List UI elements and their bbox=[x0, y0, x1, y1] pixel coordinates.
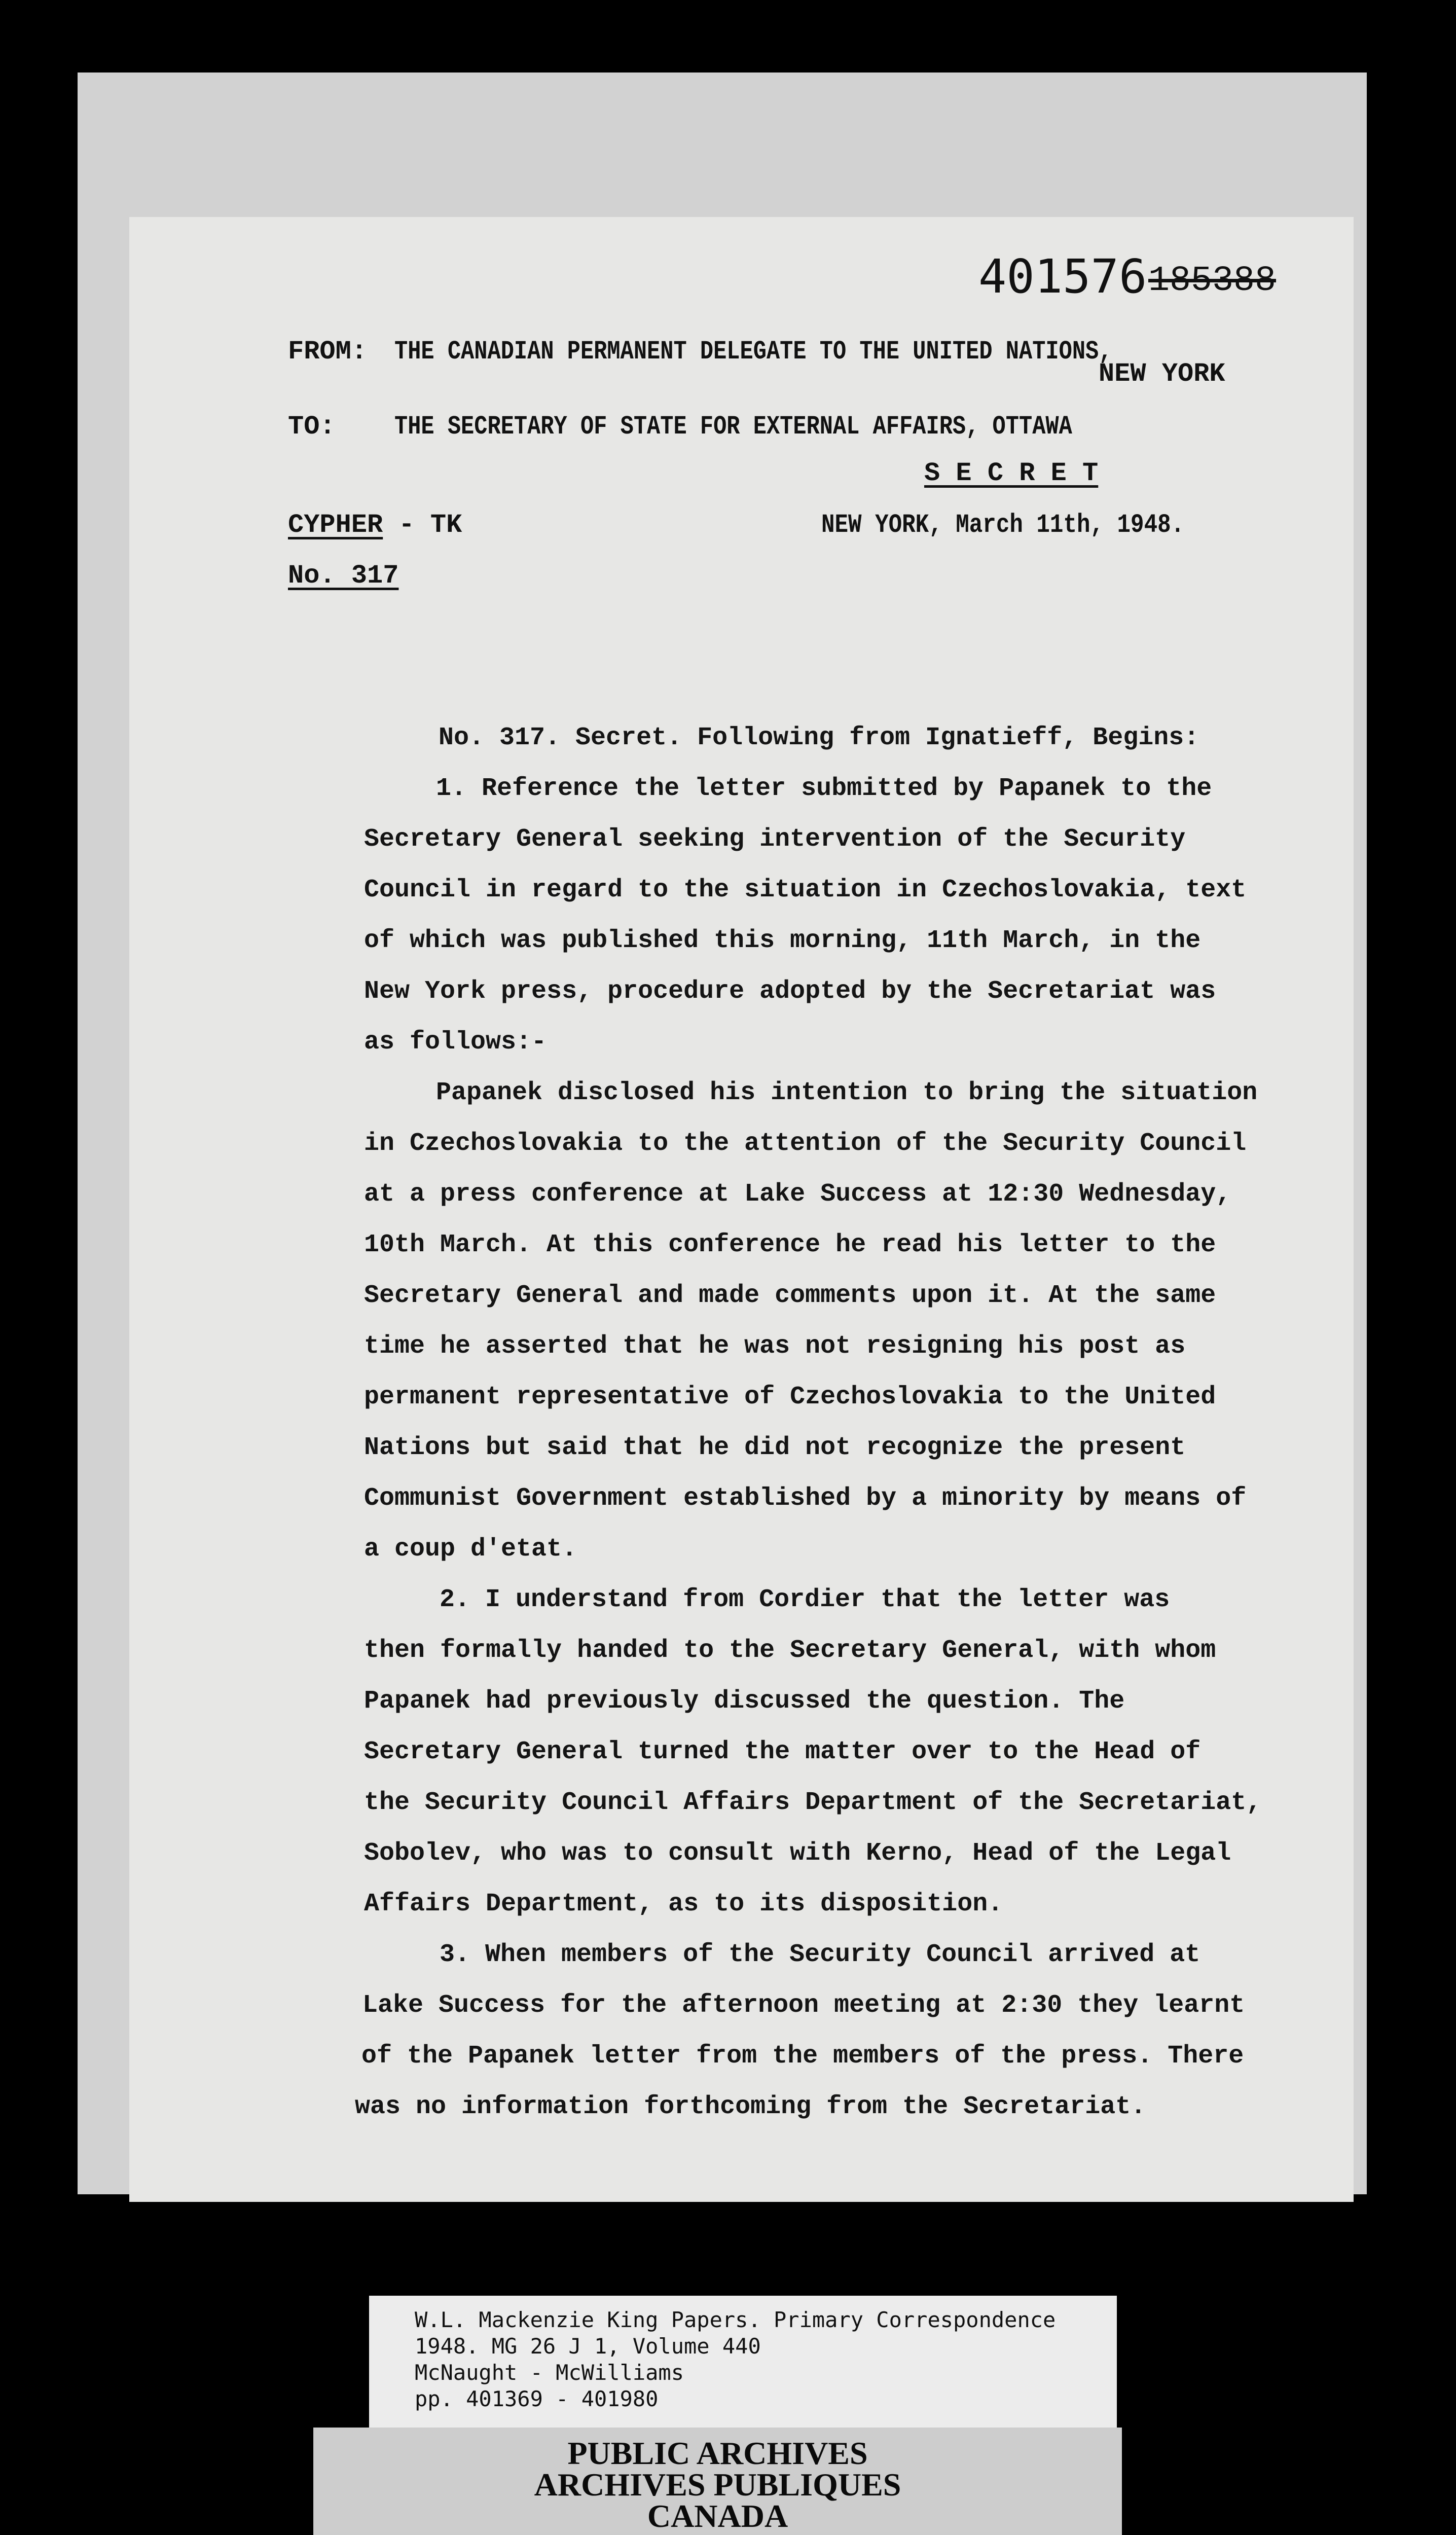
body-line: Papanek disclosed his intention to bring the situation bbox=[436, 1078, 1258, 1107]
archive-line: pp. 401369 - 401980 bbox=[415, 2386, 659, 2411]
cypher-line bbox=[288, 512, 462, 538]
body-line: a coup d'etat. bbox=[364, 1535, 577, 1564]
body-line: Nations but said that he did not recognize the present bbox=[364, 1433, 1186, 1462]
cypher-suffix: - TK bbox=[398, 510, 462, 540]
stamp-line: CANADA bbox=[647, 2498, 788, 2534]
body-line: then formally handed to the Secretary General, with whom bbox=[364, 1636, 1216, 1665]
body-line: New York press, procedure adopted by the Secretariat was bbox=[364, 977, 1216, 1006]
body-line: at a press conference at Lake Success at 12:30 Wednesday, bbox=[364, 1180, 1231, 1209]
body-line: Sobolev, who was to consult with Kerno, Head of the Legal bbox=[364, 1839, 1231, 1868]
body-line: of the Papanek letter from the members of the press. There bbox=[361, 2042, 1244, 2071]
body-line: 3. When members of the Security Council arrived at bbox=[440, 1940, 1200, 1969]
archive-line: W.L. Mackenzie King Papers. Primary Correspondence bbox=[415, 2307, 1056, 2332]
body-line: Lake Success for the afternoon meeting at 2:30 they learnt bbox=[362, 1991, 1245, 2020]
archive-line: 1948. MG 26 J 1, Volume 440 bbox=[415, 2334, 761, 2359]
body-line: time he asserted that he was not resigning his post as bbox=[364, 1332, 1186, 1361]
body-line: No. 317. Secret. Following from Ignatieff, Begins: bbox=[439, 723, 1199, 752]
body-line: 10th March. At this conference he read his letter to the bbox=[364, 1230, 1216, 1259]
struck-old-number: 185388 bbox=[1148, 261, 1277, 301]
place-date: NEW YORK, March 11th, 1948. bbox=[821, 510, 1185, 540]
stamp-line: PUBLIC ARCHIVES bbox=[567, 2435, 868, 2471]
body-line: in Czechoslovakia to the attention of the Security Council bbox=[364, 1129, 1247, 1158]
body-line: 1. Reference the letter submitted by Papanek to the bbox=[436, 774, 1212, 803]
cypher-label: CYPHER bbox=[288, 510, 383, 540]
body-line: Papanek had previously discussed the question. The bbox=[364, 1687, 1125, 1716]
from-value-line1: THE CANADIAN PERMANENT DELEGATE TO THE UNITED NATIONS, bbox=[394, 337, 1112, 367]
to-label: TO: bbox=[288, 412, 336, 442]
body-line: permanent representative of Czechoslovakia to the United bbox=[364, 1383, 1216, 1411]
body-line: Secretary General and made comments upon it. At the same bbox=[364, 1281, 1216, 1310]
body-line: Affairs Department, as to its disposition. bbox=[364, 1890, 1003, 1918]
body-line: of which was published this morning, 11th March, in the bbox=[364, 926, 1201, 955]
message-number: No. 317 bbox=[288, 561, 399, 591]
from-value-line2: NEW YORK bbox=[1099, 359, 1225, 389]
stamp-line: ARCHIVES PUBLIQUES bbox=[534, 2467, 901, 2503]
body-line: the Security Council Affairs Department of the Secretariat, bbox=[364, 1788, 1262, 1817]
body-line: Council in regard to the situation in Czechoslovakia, text bbox=[364, 876, 1247, 904]
body-line: as follows:- bbox=[364, 1028, 547, 1057]
to-value: THE SECRETARY OF STATE FOR EXTERNAL AFFAIRS, OTTAWA bbox=[394, 412, 1072, 442]
archive-reference-card bbox=[369, 2296, 1117, 2429]
body-line: Communist Government established by a minority by means of bbox=[364, 1484, 1247, 1513]
archive-line: McNaught - McWilliams bbox=[415, 2360, 684, 2385]
document-page bbox=[129, 217, 1354, 2202]
body-line: 2. I understand from Cordier that the letter was bbox=[440, 1585, 1170, 1614]
body-line: was no information forthcoming from the Secretariat. bbox=[355, 2092, 1146, 2121]
body-line: Secretary General turned the matter over to the Head of bbox=[364, 1737, 1201, 1766]
classification: S E C R E T bbox=[924, 458, 1099, 488]
from-label: FROM: bbox=[288, 337, 368, 367]
body-line: Secretary General seeking intervention of the Security bbox=[364, 825, 1186, 854]
public-archives-stamp bbox=[313, 2428, 1122, 2535]
document-number: 401576 bbox=[978, 249, 1147, 304]
